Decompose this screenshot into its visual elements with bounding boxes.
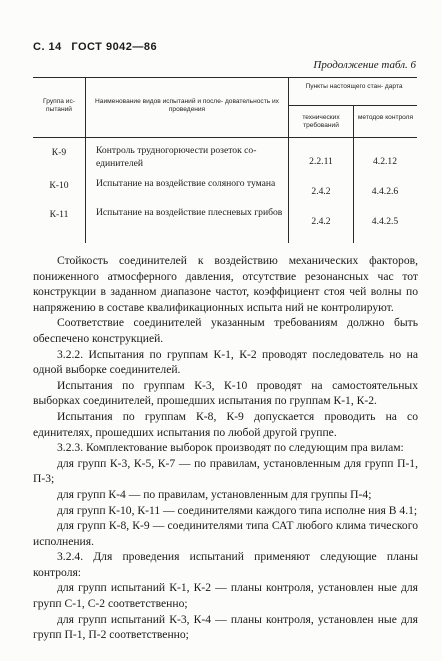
- row-group-code: К-11: [49, 209, 69, 220]
- paragraph: для групп К-10, К-11 — соединителями каждого типа исполне ния В 4.1;: [57, 503, 418, 517]
- column-header-test-name: Наименование видов испытаний и после- довательность их проведения: [95, 98, 279, 113]
- row-test-name: Испытание на воздействие плесневых грибов: [96, 207, 283, 218]
- row-method-point: 4.4.2.5: [371, 216, 399, 227]
- paragraph: для групп испытаний К-3, К-4 — планы контроля, установлен ные для групп П-1, П-2 соответственно;: [33, 612, 418, 642]
- paragraph: Стойкость соединителей к воздействию механических факторов, пониженного атмосферного давления, отсутствие резонансных час тот конструкции в заданном диапазоне частот, коэффициент стоя чей волны по напряжению в составе квалификационных испыта ний не контролируют.: [33, 254, 418, 314]
- row-technical-point: 2.2.11: [309, 156, 333, 167]
- column-header-standard-points: Пункты настоящего стан- дарта: [305, 83, 403, 90]
- paragraph: Соответствие соединителей указанным требованиям должно быть обеспечено конструкцией.: [33, 316, 418, 345]
- paragraph: Испытания по группам К-3, К-10 проводят на самостоятельных выборках соединителей, прошедших испытания по группам К-1, К-2.: [33, 378, 418, 408]
- paragraph: для групп К-3, К-5, К-7 — по правилам, установленным для групп П-1, П-3;: [33, 456, 418, 486]
- column-header-group: Группа ис- пытаний: [43, 98, 75, 113]
- page-number: С. 14: [33, 41, 62, 53]
- paragraph: 3.2.2. Испытания по группам К-1, К-2 проводят последователь но на одной выборке соединителей.: [33, 347, 418, 377]
- standard-number: ГОСТ 9042—86: [71, 41, 158, 53]
- row-technical-point: 2.4.2: [311, 186, 331, 197]
- body-text: [33, 253, 418, 643]
- page-header: [33, 41, 163, 53]
- row-group-code: К-10: [49, 180, 69, 191]
- paragraph: 3.2.4. Для проведения испытаний применяют следующие планы контроля:: [33, 550, 418, 579]
- row-method-point: 4.4.2.6: [371, 186, 399, 197]
- paragraph: для групп К-8, К-9 — соединителями типа САТ любого клима тического исполнения.: [33, 519, 418, 548]
- table-continuation-label: Продолжение табл. 6: [313, 59, 416, 71]
- paragraph: Испытания по группам К-8, К-9 допускается проводить на со единителях, прошедших испытания по любой другой группе.: [33, 409, 418, 439]
- row-group-code: К-9: [51, 147, 67, 158]
- column-header-technical-requirements: технических требований: [302, 114, 340, 129]
- paragraph: 3.2.3. Комплектование выборок производят по следующим пра вилам:: [57, 441, 404, 455]
- test-groups-table: [33, 77, 417, 243]
- row-method-point: 4.2.12: [373, 156, 397, 167]
- paragraph: для групп К-4 — по правилам, установленным для группы П-4;: [57, 487, 372, 501]
- column-header-control-methods: методов контроля: [357, 114, 414, 121]
- paragraph: для групп испытаний К-1, К-2 — планы контроля, установлен ные для групп С-1, С-2 соответственно;: [33, 581, 418, 611]
- row-test-name: Контроль трудногорючести розеток со- единителей: [96, 145, 257, 169]
- row-technical-point: 2.4.2: [311, 216, 331, 227]
- row-test-name: Испытание на воздействие соляного тумана: [96, 178, 276, 189]
